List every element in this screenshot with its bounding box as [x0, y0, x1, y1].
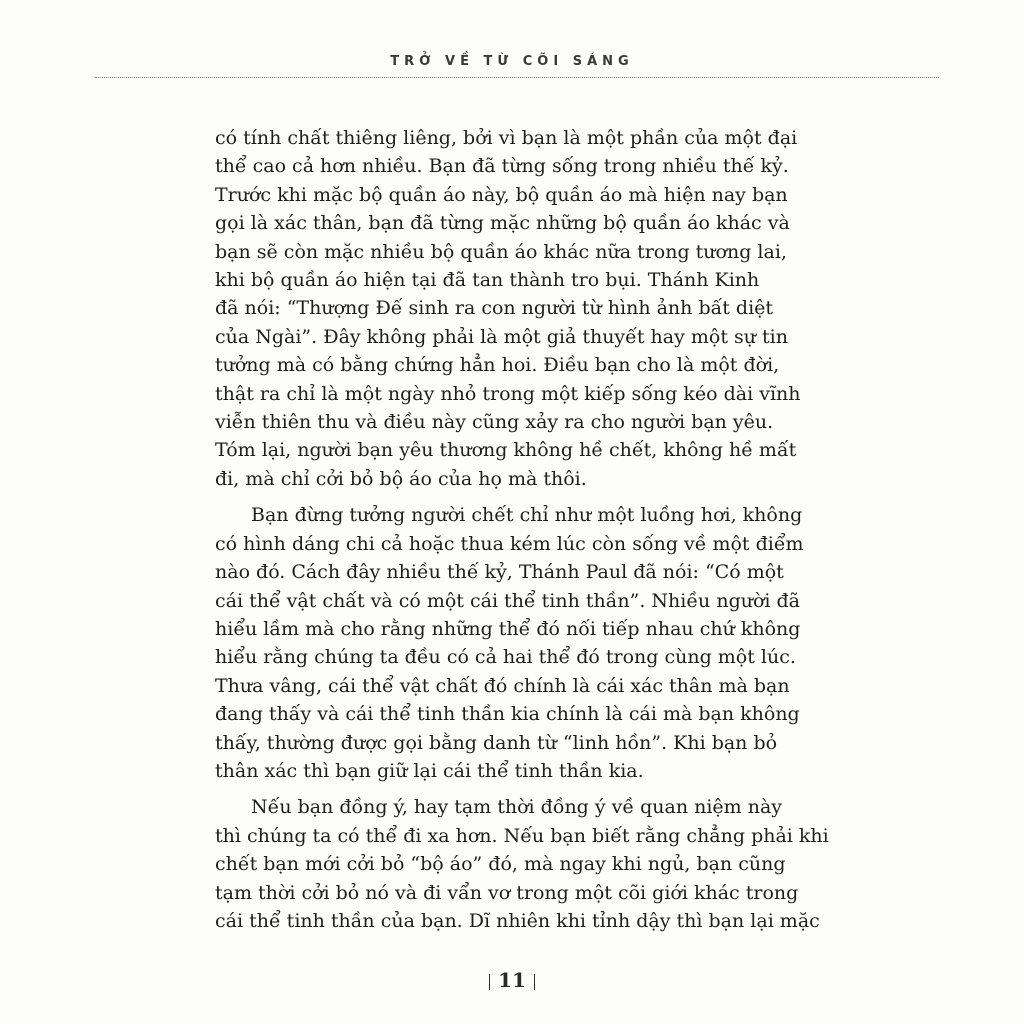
text-line: Trước khi mặc bộ quần áo này, bộ quần áo mà hiện nay bạn: [215, 183, 788, 206]
folio-bar-right: [534, 974, 535, 990]
text-line: thấy, thường được gọi bằng danh từ “linh hồn”. Khi bạn bỏ: [215, 731, 778, 754]
text-line: thì chúng ta có thể đi xa hơn. Nếu bạn biết rằng chẳng phải khi: [215, 824, 829, 847]
text-line: Nếu bạn đồng ý, hay tạm thời đồng ý về quan niệm này: [251, 796, 783, 819]
text-line: đang thấy và cái thể tinh thần kia chính là cái mà bạn không: [215, 703, 800, 726]
text-line: thể cao cả hơn nhiều. Bạn đã từng sống trong nhiều thế kỷ.: [215, 155, 789, 178]
paragraph: [215, 793, 829, 935]
text-line: hiểu lầm mà cho rằng những thể đó nối tiếp nhau chứ không: [215, 617, 801, 640]
text-line: có hình dáng chi cả hoặc thua kém lúc còn sống về một điểm: [215, 532, 804, 555]
folio-bar-left: [489, 974, 490, 990]
page-number: 11: [498, 968, 526, 992]
text-line: thân xác thì bạn giữ lại cái thể tinh thần kia.: [215, 759, 644, 782]
text-line: Tóm lại, người bạn yêu thương không hề chết, không hề mất: [215, 439, 797, 462]
text-line: thật ra chỉ là một ngày nhỏ trong một kiếp sống kéo dài vĩnh: [215, 382, 801, 405]
text-line: hiểu rằng chúng ta đều có cả hai thể đó trong cùng một lúc.: [215, 646, 796, 669]
text-line: chết bạn mới cởi bỏ “bộ áo” đó, mà ngay khi ngủ, bạn cũng: [215, 853, 786, 876]
text-line: cái thể tinh thần của bạn. Dĩ nhiên khi tỉnh dậy thì bạn lại mặc: [215, 909, 820, 932]
text-line: nào đó. Cách đây nhiều thế kỷ, Thánh Paul đã nói: “Có một: [215, 561, 784, 584]
text-line: có tính chất thiêng liêng, bởi vì bạn là một phần của một đại: [215, 127, 798, 149]
text-line: Thưa vâng, cái thể vật chất đó chính là cái xác thân mà bạn: [215, 674, 790, 697]
text-line: viễn thiên thu và điều này cũng xảy ra cho người bạn yêu.: [215, 411, 774, 434]
text-line: tưởng mà có bằng chứng hẳn hoi. Điều bạn cho là một đời,: [215, 354, 780, 377]
running-header: TRỞ VỀ TỪ CÕI SÁNG: [390, 54, 634, 69]
paragraph: [215, 124, 801, 493]
text-line: gọi là xác thân, bạn đã từng mặc những bộ quần áo khác và: [215, 212, 790, 235]
text-line: Bạn đừng tưởng người chết chỉ như một luồng hơi, không: [251, 504, 803, 527]
page-folio: [0, 968, 1024, 992]
text-line: tạm thời cởi bỏ nó và đi vẩn vơ trong một cõi giới khác trong: [215, 881, 799, 904]
text-line: bạn sẽ còn mặc nhiều bộ quần áo khác nữa trong tương lai,: [215, 240, 787, 263]
header-rule: [95, 77, 939, 78]
text-line: của Ngài”. Đây không phải là một giả thuyết hay một sự tin: [215, 325, 788, 348]
paragraph: [215, 501, 804, 785]
text-line: đã nói: “Thượng Đế sinh ra con người từ hình ảnh bất diệt: [215, 297, 774, 320]
text-line: khi bộ quần áo hiện tại đã tan thành tro bụi. Thánh Kinh: [215, 269, 760, 292]
text-line: cái thể vật chất và có một cái thể tinh thần”. Nhiều người đã: [215, 589, 801, 612]
text-line: đi, mà chỉ cởi bỏ bộ áo của họ mà thôi.: [215, 467, 587, 490]
body-text: [215, 124, 829, 943]
